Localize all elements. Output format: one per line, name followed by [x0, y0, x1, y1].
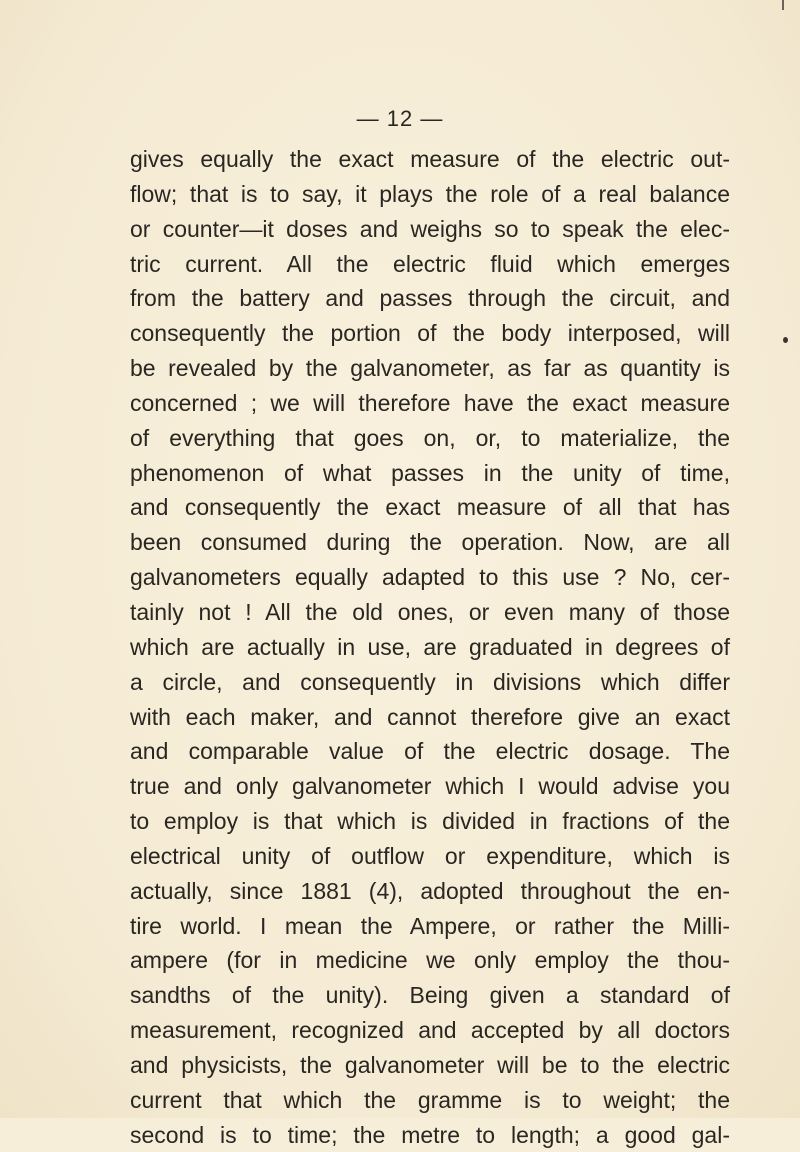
- text-line: with each maker, and cannot therefore give an exact: [130, 703, 730, 730]
- text-line: tainly not ! All the old ones, or even many of those: [130, 598, 730, 625]
- text-line: electrical unity of outflow or expenditure, which is: [130, 842, 730, 869]
- text-line: to employ is that which is divided in fractions of the: [130, 808, 730, 835]
- text-line: actually, since 1881 (4), adopted throughout the en-: [130, 877, 730, 904]
- text-line: tric current. All the electric fluid which emerges: [130, 250, 730, 277]
- text-line: current that which the gramme is to weight; the: [130, 1086, 730, 1113]
- text-line: sandths of the unity). Being given a standard of: [130, 982, 730, 1009]
- text-line: galvanometers equally adapted to this use ? No, cer-: [130, 564, 730, 591]
- text-line: which are actually in use, are graduated in degrees of: [130, 633, 730, 660]
- text-line: consequently the portion of the body interposed, will: [130, 320, 730, 347]
- text-line: and comparable value of the electric dosage. The: [130, 738, 730, 765]
- text-line: from the battery and passes through the circuit, and: [130, 285, 730, 312]
- text-line: flow; that is to say, it plays the role of a real balance: [130, 180, 730, 207]
- text-line: or counter—it doses and weighs so to speak the elec-: [130, 215, 730, 242]
- text-line: and consequently the exact measure of all that has: [130, 494, 730, 521]
- text-line: be revealed by the galvanometer, as far as quantity is: [130, 355, 730, 382]
- text-line: phenomenon of what passes in the unity of time,: [130, 459, 730, 486]
- text-line: a circle, and consequently in divisions which differ: [130, 668, 730, 695]
- text-line: of everything that goes on, or, to materialize, the: [130, 424, 730, 451]
- text-line: second is to time; the metre to length; a good gal-: [130, 1121, 730, 1148]
- page-number: — 12 —: [356, 106, 444, 131]
- text-line: true and only galvanometer which I would advise you: [130, 773, 730, 800]
- text-line: been consumed during the operation. Now, are all: [130, 529, 730, 556]
- body-paragraph: [130, 142, 730, 1152]
- text-line: ampere (for in medicine we only employ the thou-: [130, 947, 730, 974]
- text-line: concerned ; we will therefore have the exact measure: [130, 389, 730, 416]
- page-edge-mark: [782, 0, 784, 10]
- text-line: measurement, recognized and accepted by all doctors: [130, 1017, 730, 1044]
- ink-speck: [783, 337, 788, 343]
- text-line: and physicists, the galvanometer will be to the electric: [130, 1051, 730, 1078]
- text-line: gives equally the exact measure of the electric out-: [130, 146, 730, 172]
- text-line: tire world. I mean the Ampere, or rather the Milli-: [130, 912, 730, 939]
